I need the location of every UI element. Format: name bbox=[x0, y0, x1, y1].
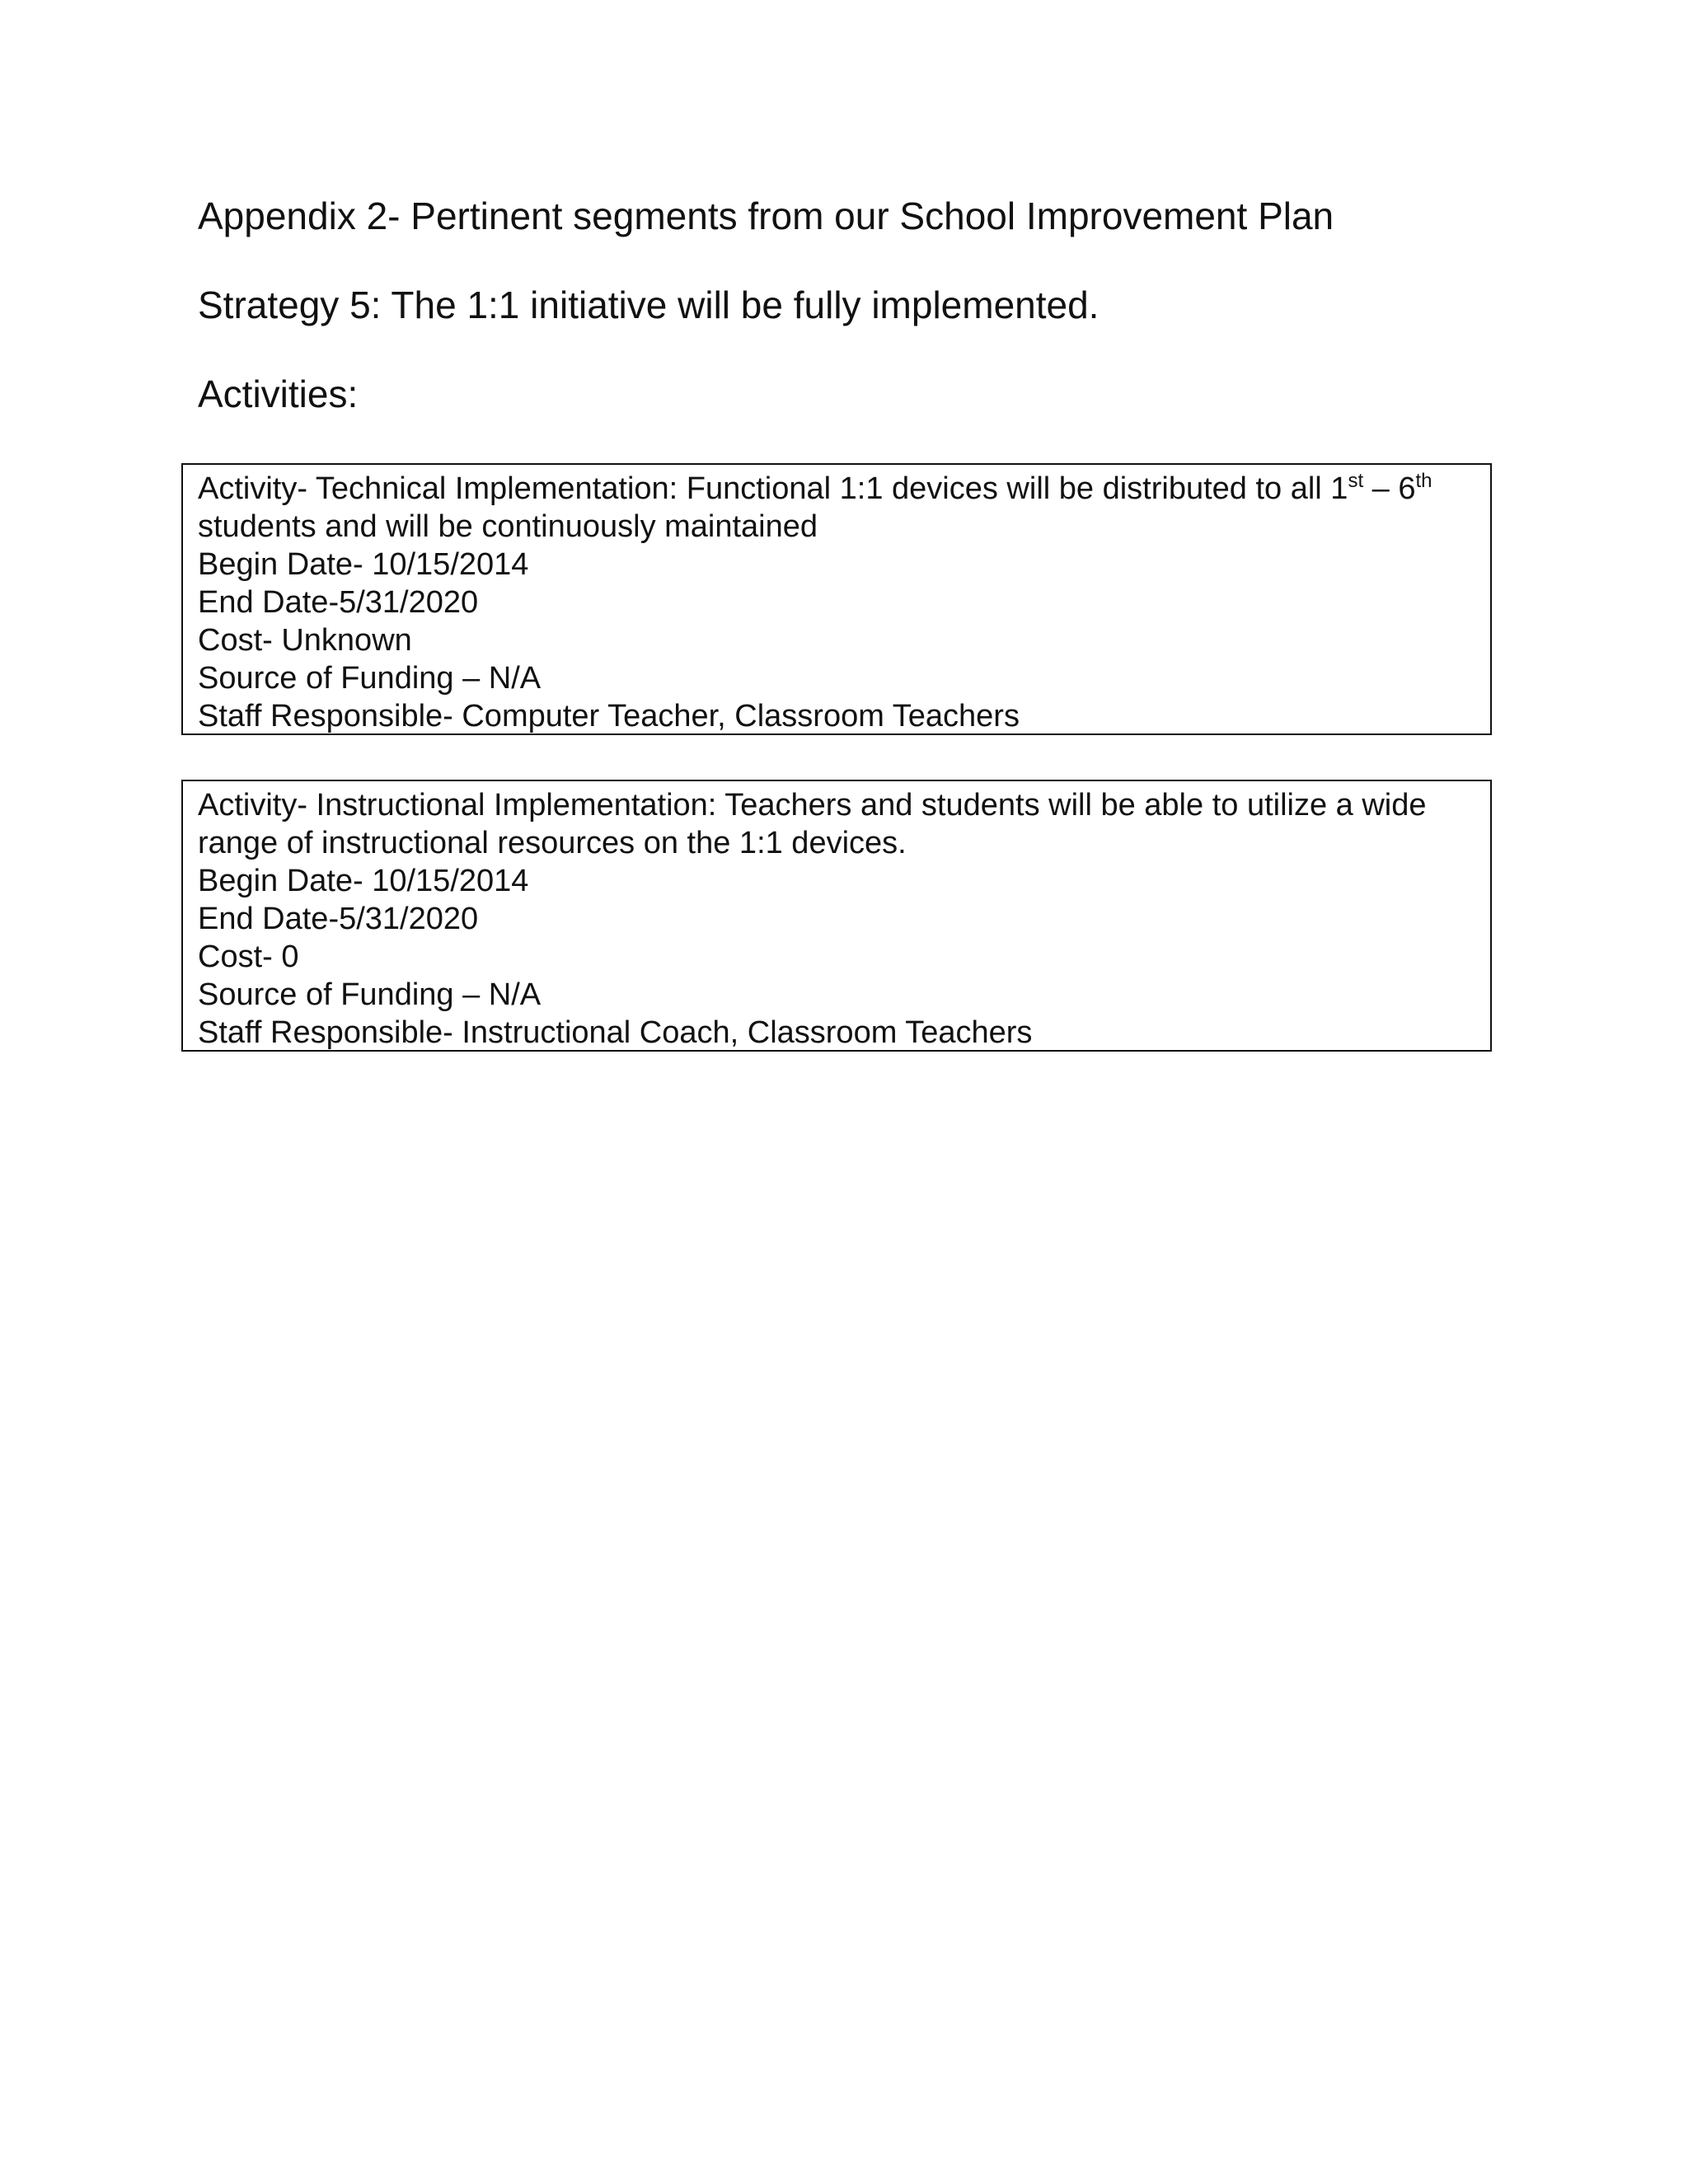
activity-staff-responsible: Staff Responsible- Computer Teacher, Classroom Teachers bbox=[198, 699, 1020, 733]
activity-description-text: students and will be continuously maintained bbox=[198, 509, 818, 544]
document-title: Appendix 2- Pertinent segments from our School Improvement Plan bbox=[198, 194, 1334, 237]
activity-end-date: End Date-5/31/2020 bbox=[198, 902, 479, 936]
activity-begin-date: Begin Date- 10/15/2014 bbox=[198, 547, 529, 582]
activity-cost: Cost- Unknown bbox=[198, 623, 412, 658]
activity-funding-source: Source of Funding – N/A bbox=[198, 661, 542, 696]
strategy-heading: Strategy 5: The 1:1 initiative will be fully implemented. bbox=[198, 284, 1100, 326]
activity-funding-source: Source of Funding – N/A bbox=[198, 977, 542, 1012]
activity-box-technical bbox=[181, 463, 1492, 735]
activities-heading: Activities: bbox=[198, 373, 359, 415]
activity-description: Activity- Instructional Implementation: Teachers and students will be able to utilize a wide range of instructional resources on the 1:1 devices. bbox=[198, 788, 1427, 860]
activity-begin-date: Begin Date- 10/15/2014 bbox=[198, 864, 529, 898]
activity-description bbox=[198, 470, 1475, 546]
activity-end-date: End Date-5/31/2020 bbox=[198, 585, 479, 620]
ordinal-suffix: st bbox=[1348, 470, 1364, 492]
activity-description-text: – 6 bbox=[1363, 471, 1416, 506]
activity-box-instructional bbox=[181, 780, 1492, 1052]
activity-description-text: Activity- Technical Implementation: Functional 1:1 devices will be distributed to all 1 bbox=[198, 471, 1348, 506]
ordinal-suffix: th bbox=[1415, 470, 1432, 492]
activity-cost: Cost- 0 bbox=[198, 940, 299, 974]
activity-staff-responsible: Staff Responsible- Instructional Coach, Classroom Teachers bbox=[198, 1015, 1033, 1050]
